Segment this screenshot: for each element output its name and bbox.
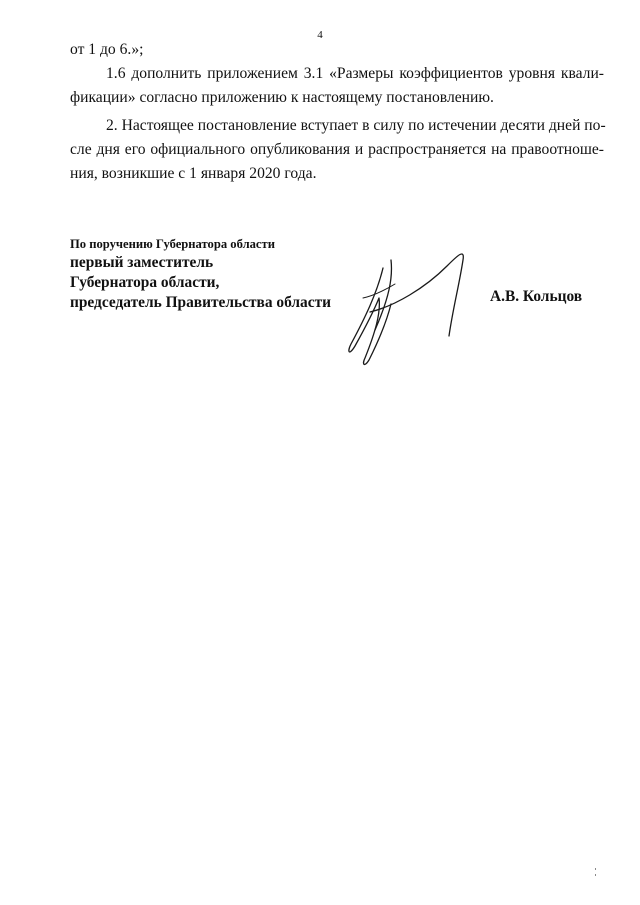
signature-stroke — [370, 254, 463, 336]
paragraph-item-2-line-2: сле дня его официального опубликования и распространяется на правоотноше- — [70, 141, 604, 158]
signatory-title-line-2: первый заместитель — [70, 254, 214, 271]
scan-artifact — [595, 868, 597, 878]
paragraph-item-1-6-line-1: 1.6 дополнить приложением 3.1 «Размеры коэффициентов уровня квали- — [106, 65, 604, 82]
scan-artifact-dot — [595, 874, 596, 876]
signature-strokes — [349, 254, 463, 365]
handwritten-signature — [335, 238, 485, 373]
scan-artifact-dot — [595, 868, 596, 870]
page-number: 4 — [317, 29, 323, 41]
paragraph-continuation: от 1 до 6.»; — [70, 41, 144, 58]
signatory-title-line-3: Губернатора области, — [70, 274, 220, 291]
paragraph-item-2-line-1: 2. Настоящее постановление вступает в силу по истечении десяти дней по- — [106, 117, 606, 134]
signatory-title-line-1: По поручению Губернатора области — [70, 237, 275, 251]
paragraph-item-2-line-3: ния, возникшие с 1 января 2020 года. — [70, 165, 317, 182]
signatory-title-line-4: председатель Правительства области — [70, 294, 331, 311]
signatory-name: А.В. Кольцов — [490, 288, 583, 305]
document-body — [70, 38, 604, 186]
paragraph-item-1-6-line-2: фикации» согласно приложению к настоящему постановлению. — [70, 89, 494, 106]
signatory-title-block — [70, 235, 331, 313]
signature-stroke — [349, 268, 391, 364]
